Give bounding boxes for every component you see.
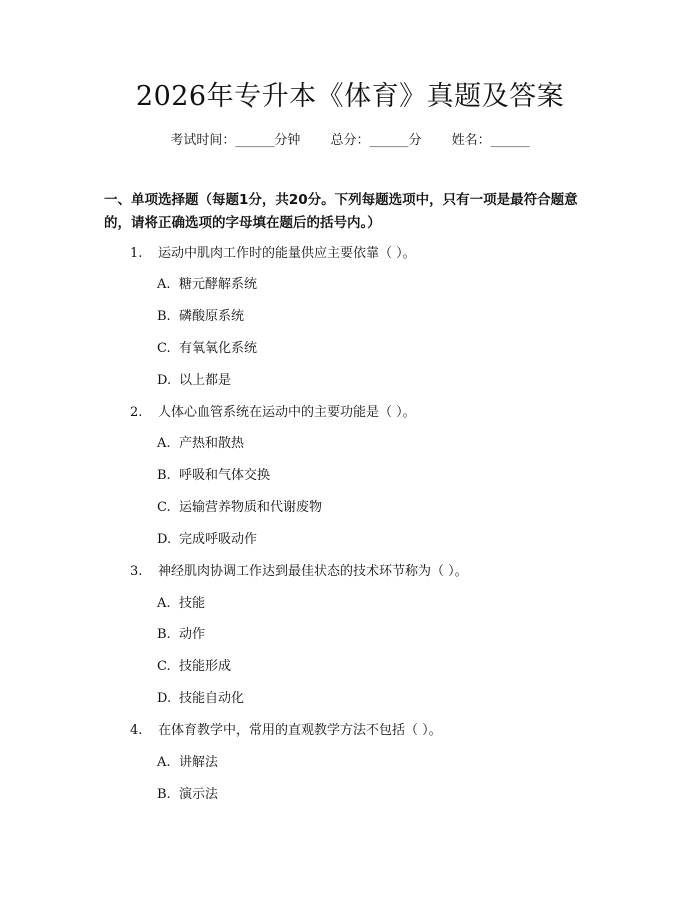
option-text: 技能形成: [179, 659, 232, 674]
question-3-option-a: [157, 595, 205, 613]
option-text: 磷酸原系统: [179, 309, 245, 324]
question-4-option-b: [157, 786, 218, 804]
option-letter: C.: [157, 659, 171, 674]
option-letter: A.: [157, 436, 171, 451]
option-letter: D.: [157, 373, 172, 388]
question-number: 3.: [130, 564, 143, 579]
option-letter: D.: [157, 532, 172, 547]
question-1-option-a: [157, 276, 257, 294]
option-letter: C.: [157, 500, 171, 515]
question-2: [130, 404, 416, 422]
exam-time-field: 考试时间：______分钟: [170, 133, 301, 148]
question-1-option-b: [157, 308, 244, 326]
option-text: 运输营养物质和代谢废物: [179, 500, 323, 515]
question-1-option-c: [157, 340, 257, 358]
question-text: 人体心血管系统在运动中的主要功能是（ ）。: [158, 405, 416, 420]
option-letter: B.: [157, 309, 171, 324]
option-letter: A.: [157, 277, 171, 292]
question-1: [130, 245, 416, 263]
exam-meta-line: [0, 132, 700, 150]
question-2-option-b: [157, 467, 270, 485]
question-text: 运动中肌肉工作时的能量供应主要依靠（ ）。: [158, 246, 416, 261]
option-letter: A.: [157, 596, 171, 611]
name-field: 姓名：______: [451, 133, 530, 148]
section-heading: 一、单项选择题（每题1分，共20分。下列每题选项中，只有一项是最符合题意的，请将正确选项的字母填在题后的括号内。）: [104, 192, 578, 231]
option-text: 糖元酵解系统: [179, 277, 258, 292]
option-text: 以上都是: [179, 373, 232, 388]
question-text: 在体育教学中，常用的直观教学方法不包括（ ）。: [158, 723, 442, 738]
option-text: 完成呼吸动作: [179, 532, 258, 547]
question-4: [130, 722, 442, 740]
option-letter: B.: [157, 468, 171, 483]
option-text: 呼吸和气体交换: [179, 468, 271, 483]
option-letter: B.: [157, 627, 171, 642]
option-text: 动作: [179, 627, 206, 642]
option-letter: B.: [157, 787, 171, 802]
question-2-option-d: [157, 531, 257, 549]
option-text: 技能: [179, 596, 206, 611]
document-title: 2026年专升本《体育》真题及答案: [135, 81, 565, 112]
question-number: 4.: [130, 723, 143, 738]
question-number: 1.: [130, 246, 143, 261]
option-text: 技能自动化: [179, 691, 245, 706]
option-text: 产热和散热: [179, 436, 245, 451]
question-3-option-b: [157, 626, 205, 644]
question-text: 神经肌肉协调工作达到最佳状态的技术环节称为（ ）。: [158, 564, 468, 579]
option-letter: A.: [157, 755, 171, 770]
option-letter: C.: [157, 341, 171, 356]
question-number: 2.: [130, 405, 143, 420]
question-3: [130, 563, 468, 581]
question-3-option-d: [157, 690, 244, 708]
option-text: 演示法: [179, 787, 219, 802]
total-score-field: 总分：______分: [330, 133, 422, 148]
question-2-option-c: [157, 499, 322, 517]
question-4-option-a: [157, 754, 218, 772]
option-letter: D.: [157, 691, 172, 706]
option-text: 讲解法: [179, 755, 219, 770]
question-1-option-d: [157, 372, 231, 390]
question-2-option-a: [157, 435, 244, 453]
question-3-option-c: [157, 658, 231, 676]
option-text: 有氧氧化系统: [179, 341, 258, 356]
